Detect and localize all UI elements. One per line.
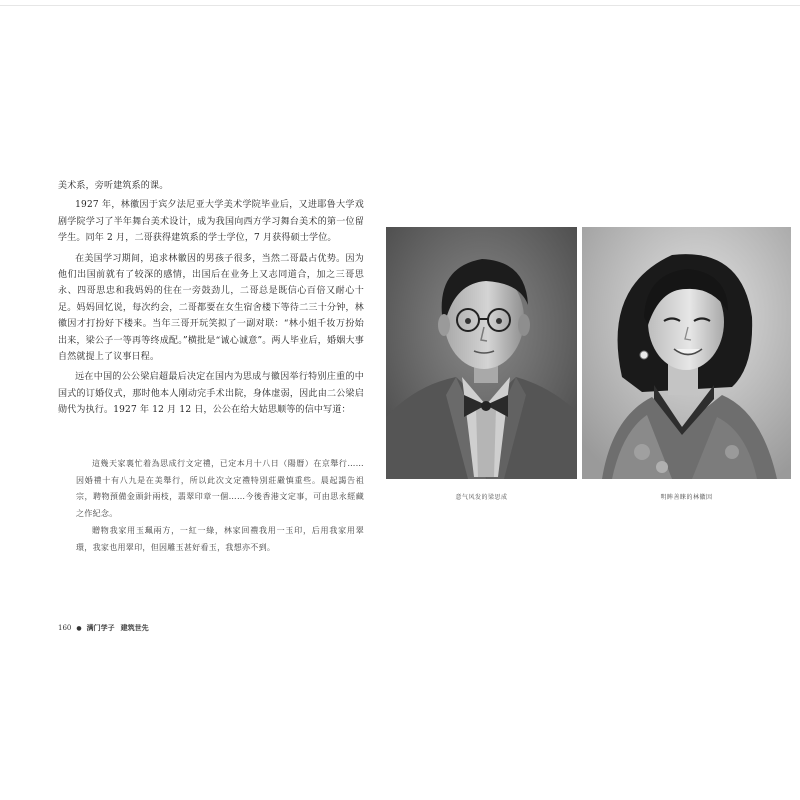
letter-quote-paragraph: 贈物我家用玉珮兩方，一紅一綠，林家回禮我用一玉印，后用我家用翠環，我家也用翠印，但因雕玉甚好看玉，我想亦不到。 [76, 526, 364, 552]
page-footer [58, 623, 155, 633]
paragraph-engagement: 远在中国的公公梁启超最后决定在国内为思成与徽因举行特别庄重的中国式的订婚仪式，那时他本人刚动完手术出院，身体虚弱，因此由二公梁启勋代为执行。1927 年 12 月 12 日，公公在给大姑思顺等的信中写道： [58, 372, 364, 416]
paragraph-graduation: 1927 年，林徽因于宾夕法尼亚大学美术学院毕业后，又进耶鲁大学戏剧学院学习了半年舞台美术设计，成为我国向西方学习舞台美术的第一位留学生。同年 2 月，二哥获得建筑系的学士学位，7 月获得硕士学位。 [58, 200, 364, 244]
portrait-woman-photo [582, 227, 791, 479]
photo-caption-man: 意气风发的梁思成 [455, 494, 508, 501]
footer-title-left: 满门学子 [86, 624, 115, 632]
page-number: 160 [58, 624, 72, 632]
portrait-man-photo [386, 227, 577, 479]
photo-caption-woman: 明眸善睐的林徽因 [660, 494, 713, 501]
body-text [58, 178, 364, 423]
footer-title-right: 建筑世先 [120, 624, 149, 632]
letter-quote-paragraph: 這幾天家裏忙着為思成行文定禮，已定本月十八日（陽曆）在京舉行……因婚禮十有八九是在美舉行，所以此次文定禮特別莊嚴慎重些。晨起謁告祖宗，聘物預備金頭針兩枝，翡翠印章一個……今後香港文定事，可由思永經藏之作紀念。 [76, 459, 364, 518]
paragraph-continuation: 美术系，旁听建筑系的课。 [58, 181, 169, 191]
top-rule [0, 5, 800, 6]
letter-quote [76, 456, 364, 557]
footer-separator: ● [76, 625, 82, 632]
paragraph-courtship: 在美国学习期间，追求林徽因的男孩子很多，当然二哥最占优势。因为他们出国前就有了较深的感情，出国后在业务上又志同道合，加之三哥思永、四哥思忠和我妈妈的住在一旁鼓劲儿，二哥总是既信心百倍又耐心十足。妈妈回忆说，每次约会，二哥都要在女生宿舍楼下等待二三十分钟，林徽因才打扮好下楼来。当年三哥开玩笑拟了一副对联：“林小姐千妆万扮始出来，梁公子一等再等终成配。”横批是“诚心诚意”。两人毕业后，婚姻大事自然就提上了议事日程。 [58, 253, 364, 363]
